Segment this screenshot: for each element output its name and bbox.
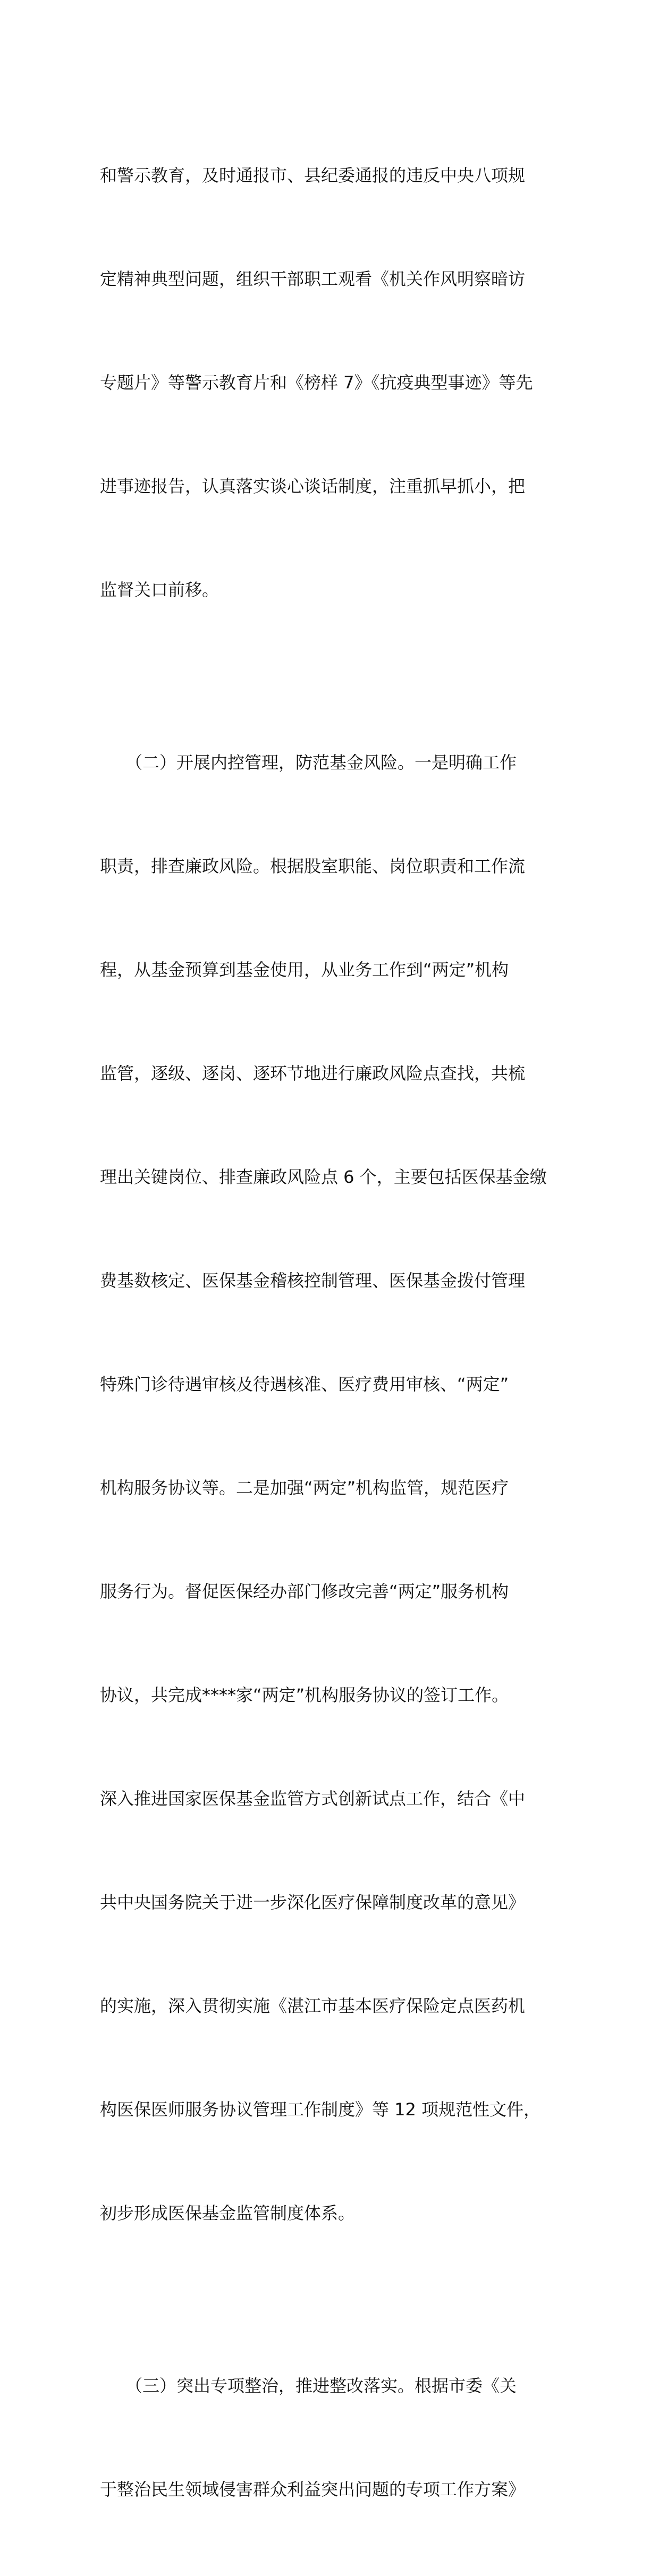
paragraph-special-rectification <box>100 2300 559 2576</box>
text-line: 和警示教育，及时通报市、县纪委通报的违反中央八项规 <box>100 165 526 185</box>
text-line: 机构服务协议等。二是加强“两定”机构监管，规范医疗 <box>100 1478 509 1498</box>
text-line: 服务行为。督促医保经办部门修改完善“两定”服务机构 <box>100 1581 509 1601</box>
text-line: 深入推进国家医保基金监管方式创新试点工作，结合《中 <box>100 1789 526 1809</box>
text-line: 共中央国务院关于进一步深化医疗保障制度改革的意见》 <box>100 1892 526 1912</box>
paragraph-warning-education <box>100 89 559 676</box>
text-line: 特殊门诊待遇审核及待遇核准、医疗费用审核、“两定” <box>100 1374 509 1394</box>
text-line: 定精神典型问题，组织干部职工观看《机关作风明察暗访 <box>100 269 526 289</box>
paragraph-internal-control <box>100 676 559 2300</box>
text-line: 监管，逐级、逐岗、逐环节地进行廉政风险点查找，共梳 <box>100 1063 526 1083</box>
text-line: 协议，共完成****家“两定”机构服务协议的签订工作。 <box>100 1685 509 1705</box>
text-line: 费基数核定、医保基金稽核控制管理、医保基金拨付管理 <box>100 1270 526 1291</box>
text-line: 理出关键岗位、排查廉政风险点 6 个，主要包括医保基金缴 <box>100 1167 547 1187</box>
text-line: 监督关口前移。 <box>100 580 219 600</box>
text-line: 专题片》等警示教育片和《榜样 7》《抗疫典型事迹》等先 <box>100 372 533 393</box>
text-line: 职责，排查廉政风险。根据股室职能、岗位职责和工作流 <box>100 856 526 876</box>
text-line: 程，从基金预算到基金使用，从业务工作到“两定”机构 <box>100 960 509 980</box>
text-line: （二）开展内控管理，防范基金风险。一是明确工作 <box>100 752 517 773</box>
text-line: 构医保医师服务协议管理工作制度》等 12 项规范性文件， <box>100 2099 541 2120</box>
text-line: 于整治民生领域侵害群众利益突出问题的专项工作方案》 <box>100 2479 526 2499</box>
document-body <box>100 89 559 2576</box>
text-line: 进事迹报告，认真落实谈心谈话制度，注重抓早抓小，把 <box>100 476 526 496</box>
text-line: 初步形成医保基金监管制度体系。 <box>100 2203 356 2223</box>
text-line: （三）突出专项整治，推进整改落实。根据市委《关 <box>100 2376 517 2396</box>
text-line: 的实施，深入贯彻实施《湛江市基本医疗保险定点医药机 <box>100 1996 526 2016</box>
